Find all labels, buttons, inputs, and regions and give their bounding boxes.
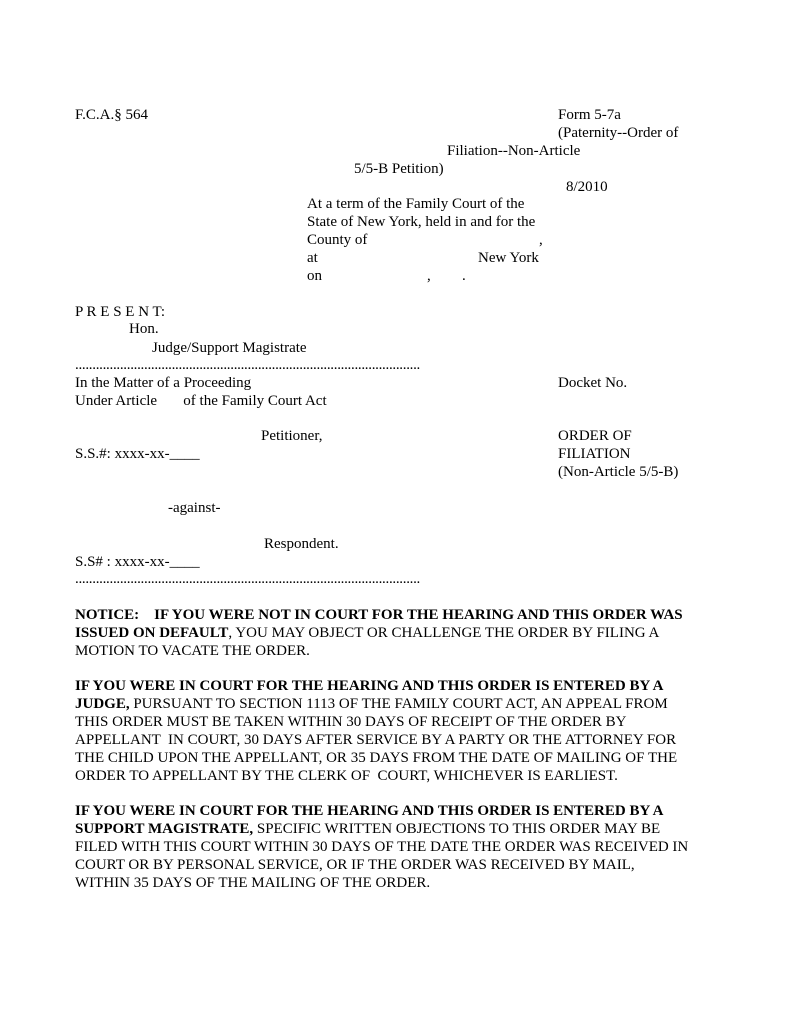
present-label: P R E S E N T: bbox=[75, 304, 166, 320]
petitioner-ssn: S.S.#: xxxx-xx-____ bbox=[75, 446, 200, 462]
separator-top: .................................................................................................... bbox=[75, 357, 421, 373]
notice-magistrate-line2: SPECIFIC WRITTEN OBJECTIONS TO THIS ORDER MAY BE bbox=[253, 821, 661, 837]
notice-magistrate-bold-line1: IF YOU WERE IN COURT FOR THE HEARING AND THIS ORDER IS ENTERED BY A bbox=[75, 803, 664, 819]
respondent-ssn: S.S# : xxxx-xx-____ bbox=[75, 554, 200, 570]
notice-default-bold-line2: ISSUED ON DEFAULT bbox=[75, 625, 229, 641]
notice-default-bold-line1: NOTICE: IF YOU WERE NOT IN COURT FOR THE HEARING AND THIS ORDER WAS bbox=[75, 607, 683, 623]
on-period: . bbox=[462, 268, 466, 284]
notice-default-line3: MOTION TO VACATE THE ORDER. bbox=[75, 643, 310, 659]
order-title-line3: (Non-Article 5/5-B) bbox=[558, 464, 679, 480]
form-title-line1: (Paternity--Order of bbox=[558, 125, 679, 141]
respondent-label: Respondent. bbox=[264, 536, 339, 552]
notice-judge-bold-line2: JUDGE, bbox=[75, 696, 130, 712]
notice-judge-line3: THIS ORDER MUST BE TAKEN WITHIN 30 DAYS OF RECEIPT OF THE ORDER BY bbox=[75, 714, 627, 730]
notice-magistrate-line3: FILED WITH THIS COURT WITHIN 30 DAYS OF THE DATE THE ORDER WAS RECEIVED IN bbox=[75, 839, 689, 855]
order-title-line2: FILIATION bbox=[558, 446, 631, 462]
notice-judge-line4: APPELLANT IN COURT, 30 DAYS AFTER SERVICE BY A PARTY OR THE ATTORNEY FOR bbox=[75, 732, 677, 748]
notice-judge-bold-line1: IF YOU WERE IN COURT FOR THE HEARING AND THIS ORDER IS ENTERED BY A bbox=[75, 678, 664, 694]
on-label: on bbox=[307, 268, 322, 284]
order-title-line1: ORDER OF bbox=[558, 428, 632, 444]
notice-judge-line6: ORDER TO APPELLANT BY THE CLERK OF COURT, WHICHEVER IS EARLIEST. bbox=[75, 768, 618, 784]
notice-judge-line2: PURSUANT TO SECTION 1113 OF THE FAMILY COURT ACT, AN APPEAL FROM bbox=[129, 696, 668, 712]
notice-judge bbox=[75, 677, 725, 785]
on-comma: , bbox=[427, 268, 431, 284]
notice-judge-line5: THE CHILD UPON THE APPELLANT, OR 35 DAYS FROM THE DATE OF MAILING OF THE bbox=[75, 750, 678, 766]
notice-default bbox=[75, 606, 725, 660]
notice-magistrate bbox=[75, 802, 725, 892]
against-label: -against- bbox=[168, 500, 221, 516]
form-title-line3: 5/5-B Petition) bbox=[354, 161, 444, 177]
court-term-line2: State of New York, held in and for the bbox=[307, 214, 536, 230]
hon-label: Hon. bbox=[129, 321, 159, 337]
at-label: at bbox=[307, 250, 318, 266]
court-term-line1: At a term of the Family Court of the bbox=[307, 196, 525, 212]
notice-magistrate-line4: COURT OR BY PERSONAL SERVICE, OR IF THE ORDER WAS RECEIVED BY MAIL, bbox=[75, 857, 635, 873]
notice-default-line2: , YOU MAY OBJECT OR CHALLENGE THE ORDER BY FILING A bbox=[228, 625, 660, 641]
notice-magistrate-line5: WITHIN 35 DAYS OF THE MAILING OF THE ORDER. bbox=[75, 875, 431, 891]
at-value: New York bbox=[478, 250, 539, 266]
judge-title: Judge/Support Magistrate bbox=[152, 340, 307, 356]
county-label: County of bbox=[307, 232, 368, 248]
form-date: 8/2010 bbox=[566, 179, 608, 195]
notice-magistrate-bold-line2: SUPPORT MAGISTRATE, bbox=[75, 821, 254, 837]
statute-reference: F.C.A.§ 564 bbox=[75, 107, 148, 123]
docket-label: Docket No. bbox=[558, 375, 628, 391]
matter-line2: Under Article of the Family Court Act bbox=[75, 393, 327, 409]
county-comma: , bbox=[539, 232, 543, 248]
matter-line1: In the Matter of a Proceeding bbox=[75, 375, 252, 391]
separator-bottom: .................................................................................................... bbox=[75, 571, 421, 587]
form-title-line2: Filiation--Non-Article bbox=[447, 143, 581, 159]
form-number: Form 5-7a bbox=[558, 107, 621, 123]
petitioner-label: Petitioner, bbox=[261, 428, 323, 444]
